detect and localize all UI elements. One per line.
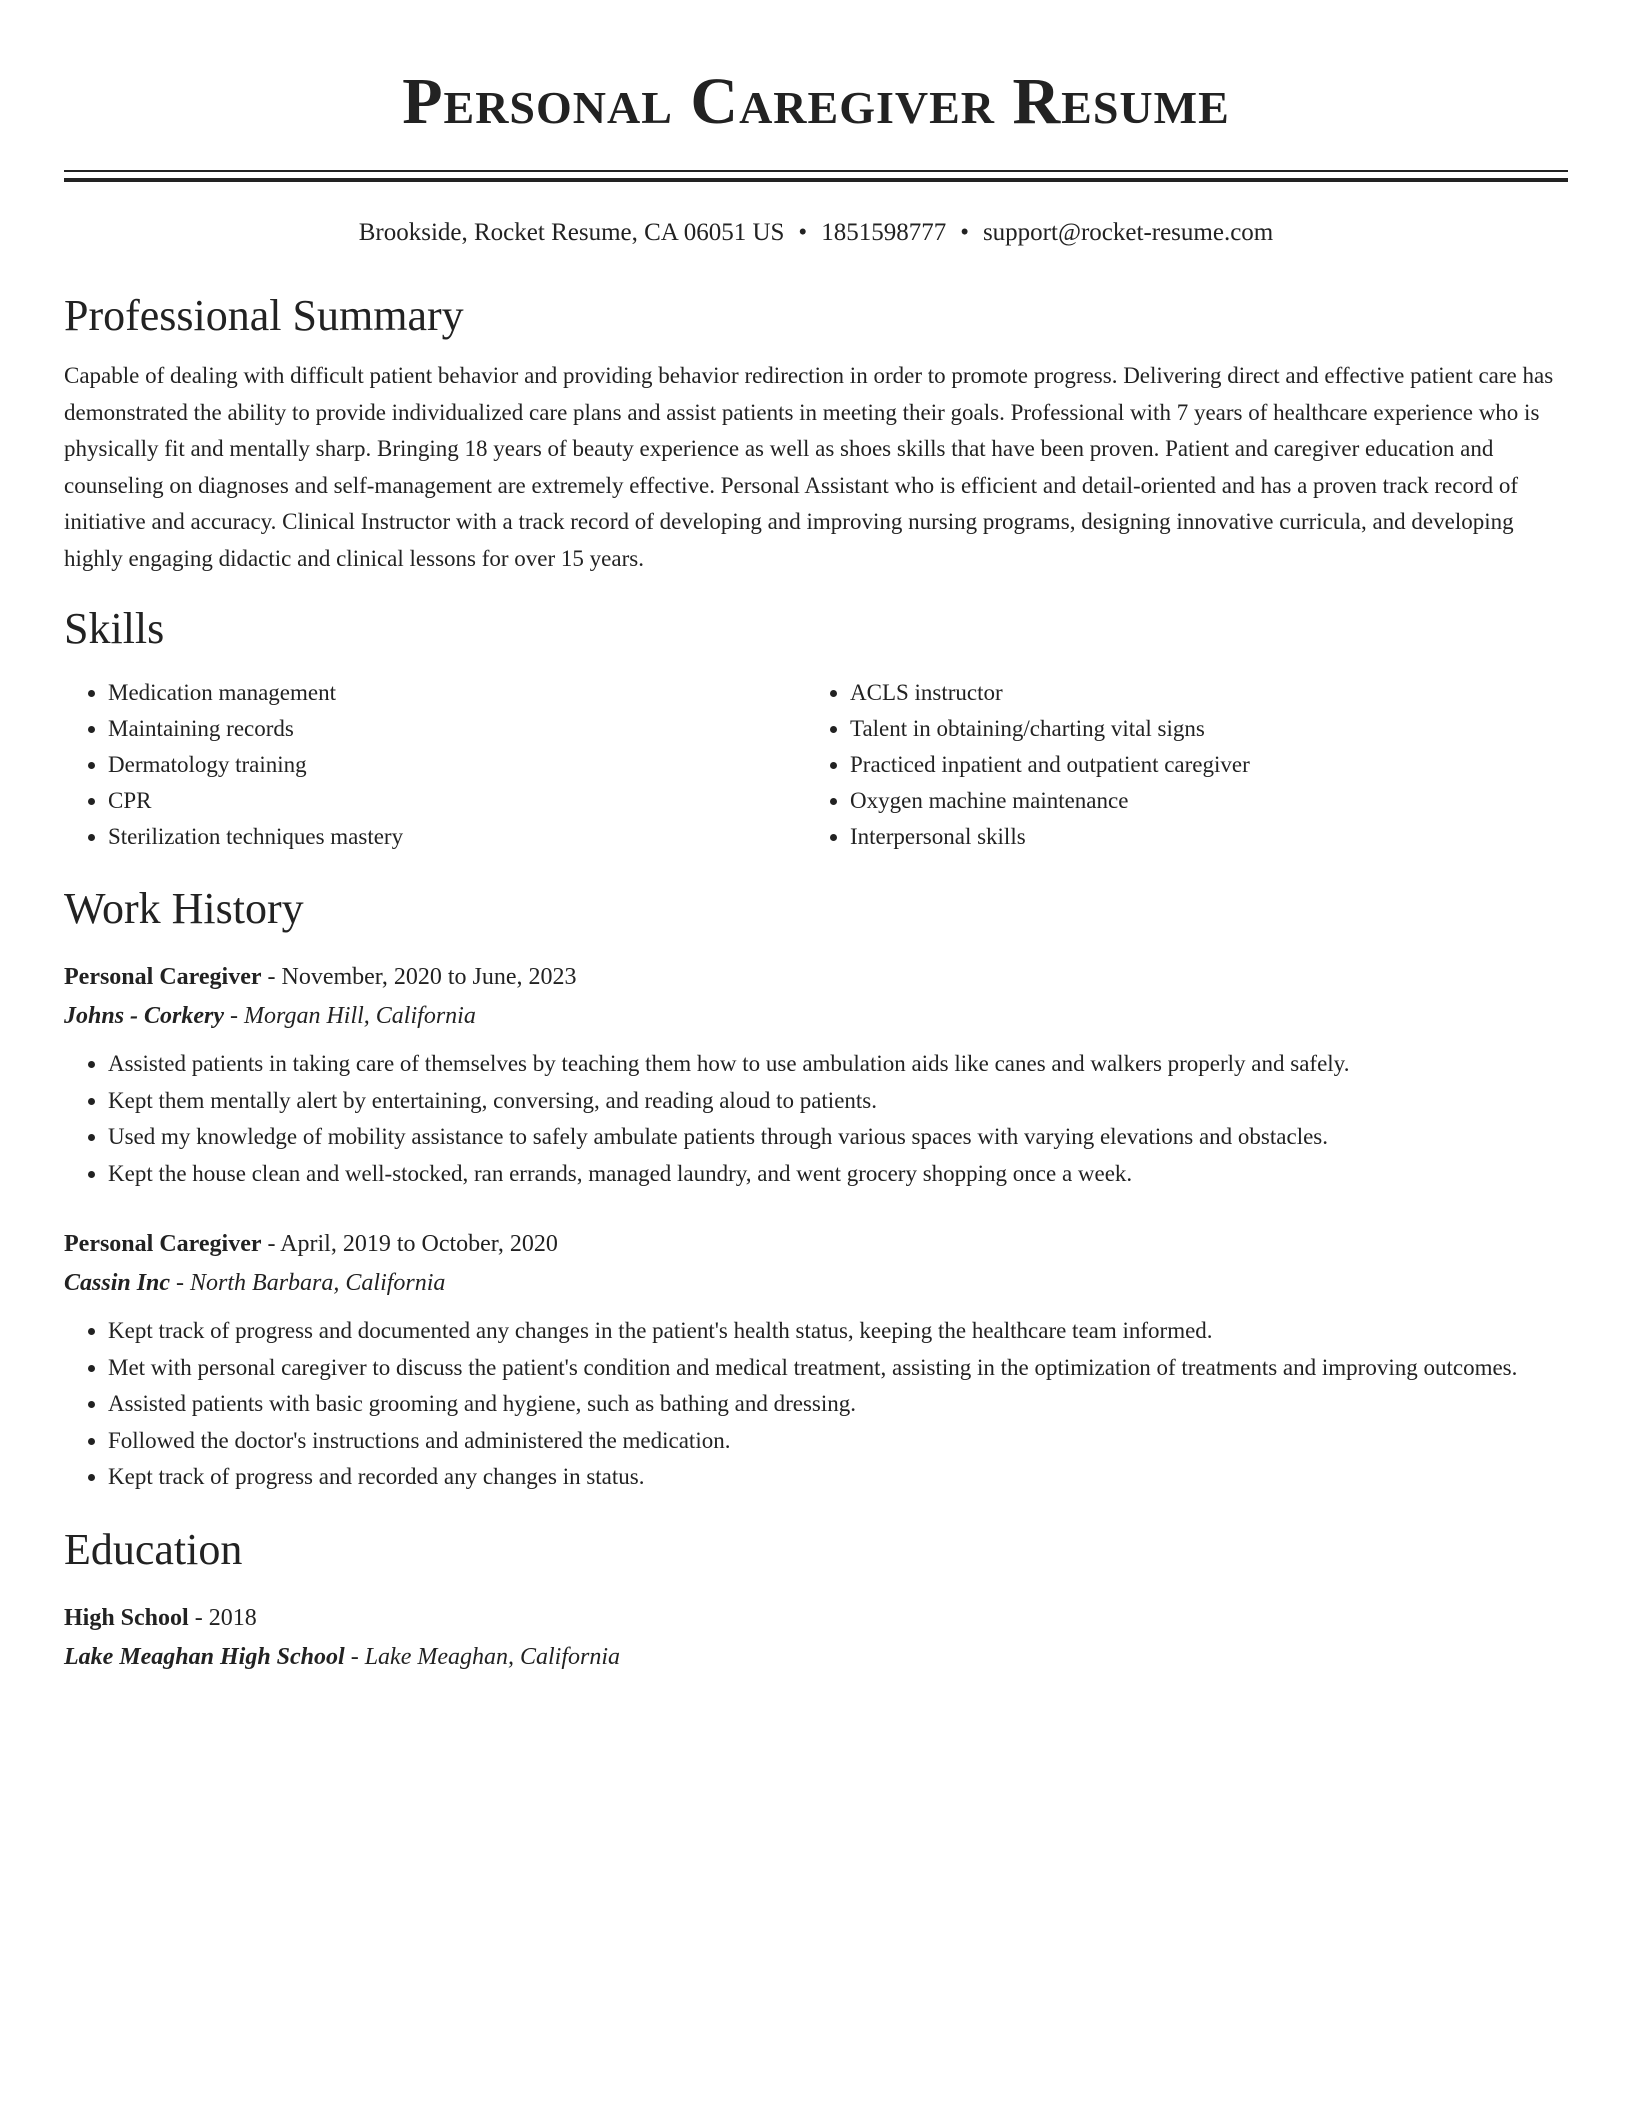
skill-item: • Maintaining records (108, 711, 806, 747)
job-location: - North Barbara, California (170, 1270, 446, 1296)
school-location: - Lake Meaghan, California (344, 1643, 621, 1670)
job-duty: • Kept track of progress and documented any changes in the patient's health status, keeping the healthcare team informed. (108, 1313, 1568, 1350)
job-dates: - November, 2020 to June, 2023 (261, 964, 577, 990)
job-dates: - April, 2019 to October, 2020 (261, 1231, 558, 1257)
contact-separator: • (798, 219, 808, 246)
contact-phone: 1851598777 (821, 219, 947, 246)
job-duty: • Used my knowledge of mobility assistance to safely ambulate patients through various spaces with varying elevations and obstacles. (108, 1119, 1568, 1156)
skill-item: • ACLS instructor (850, 675, 1548, 711)
job-title: Personal Caregiver (64, 1231, 262, 1257)
job-duty: • Kept them mentally alert by entertaining, conversing, and reading aloud to patients. (108, 1083, 1568, 1120)
job-duty: • Kept track of progress and recorded any changes in status. (108, 1459, 1568, 1496)
job-company: Johns - Corkery (64, 1003, 225, 1029)
job-duty: • Assisted patients with basic grooming and hygiene, such as bathing and dressing. (108, 1386, 1568, 1423)
skill-item: • CPR (108, 783, 806, 819)
job-entry (64, 1226, 1568, 1496)
education-entry (64, 1600, 1568, 1675)
skill-item: • Practiced inpatient and outpatient caregiver (850, 747, 1548, 783)
skills-list-left (64, 675, 806, 855)
school-name: Lake Meaghan High School (64, 1643, 345, 1670)
skill-item: • Interpersonal skills (850, 819, 1548, 855)
contact-separator: • (960, 219, 969, 246)
job-duties (64, 1046, 1568, 1192)
skill-item: • Medication management (108, 675, 806, 711)
job-duty: • Kept the house clean and well-stocked, ran errands, managed laundry, and went grocery shopping once a week. (108, 1156, 1568, 1193)
job-title: Personal Caregiver (64, 964, 262, 990)
resume-title: Personal Caregiver Resume (402, 65, 1230, 138)
job-entry (64, 959, 1568, 1192)
job-company-line (64, 1265, 1568, 1301)
skill-item: • Dermatology training (108, 747, 806, 783)
job-company: Cassin Inc (64, 1270, 171, 1296)
summary-text: Capable of dealing with difficult patient behavior and providing behavior redirection in order to promote progress. Delivering direct and effective patient care has demonstrated the ability to provide individualized care plans and assist patients in meeting their goals. Professional with 7 years of healthcare experience who is physically fit and mentally sharp. Bringing 18 years of beauty experience as well as shoes skills that have been proven. Patient and caregiver education and counseling on diagnoses and self-management are extremely effective. Personal Assistant who is efficient and detail-oriented and has a proven track record of initiative and accuracy. Clinical Instructor with a track record of developing and improving nursing programs, designing innovative curricula, and developing highly engaging didactic and clinical lessons for over 15 years. (64, 363, 1554, 571)
skills-heading: Skills (64, 604, 165, 653)
school-line (64, 1639, 1568, 1675)
skills-columns (64, 675, 1568, 855)
education-heading: Education (64, 1524, 243, 1574)
skill-item: • Oxygen machine maintenance (850, 783, 1548, 819)
job-location: - Morgan Hill, California (224, 1003, 476, 1029)
graduation-year: - 2018 (188, 1604, 257, 1631)
contact-email: support@rocket-resume.com (982, 219, 1274, 246)
degree-line (64, 1600, 1568, 1636)
skills-list-right (806, 675, 1548, 855)
contact-line (64, 216, 1568, 250)
summary-heading: Professional Summary (64, 291, 464, 340)
degree: High School (64, 1604, 189, 1631)
job-duty: • Met with personal caregiver to discuss the patient's condition and medical treatment, assisting in the optimization of treatments and improving outcomes. (108, 1350, 1568, 1387)
job-title-line (64, 1226, 1568, 1262)
job-company-line (64, 998, 1568, 1034)
job-duties (64, 1313, 1568, 1496)
job-title-line (64, 959, 1568, 995)
work-history-heading: Work History (64, 884, 304, 933)
skill-item: • Talent in obtaining/charting vital signs (850, 711, 1548, 747)
title-divider (64, 170, 1568, 182)
skill-item: • Sterilization techniques mastery (108, 819, 806, 855)
job-duty: • Assisted patients in taking care of themselves by teaching them how to use ambulation aids like canes and walkers properly and safely. (108, 1046, 1568, 1083)
contact-address: Brookside, Rocket Resume, CA 06051 US (358, 219, 785, 246)
job-duty: • Followed the doctor's instructions and administered the medication. (108, 1423, 1568, 1460)
